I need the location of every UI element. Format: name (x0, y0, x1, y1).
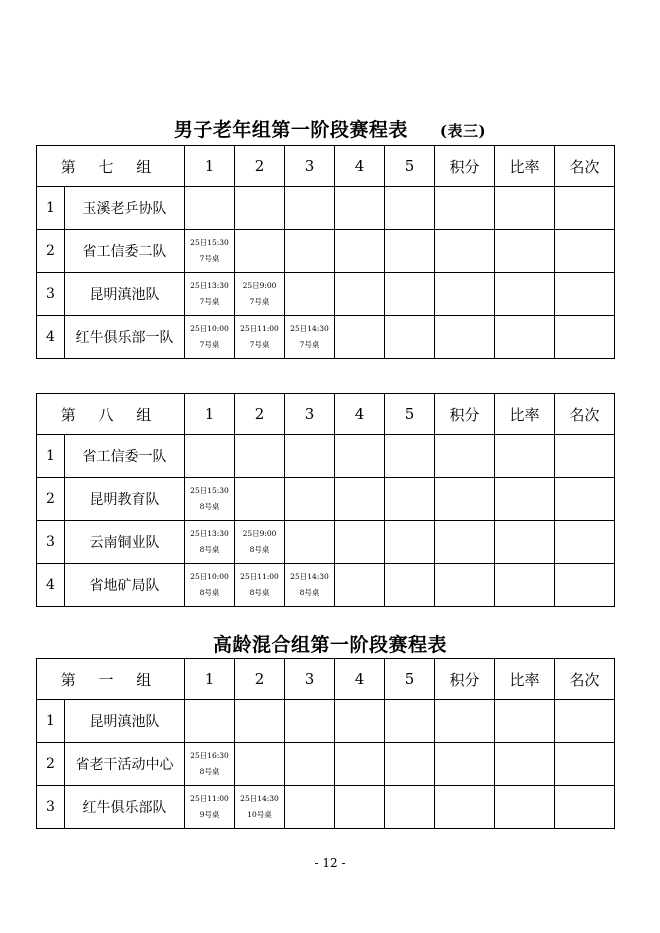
match-schedule-cell (185, 743, 235, 786)
match-time: 25日10:00 (190, 572, 229, 581)
empty-cell (495, 187, 555, 230)
empty-cell (185, 700, 235, 743)
match-schedule-cell (185, 478, 235, 521)
column-header: 1 (185, 394, 235, 435)
empty-cell (435, 230, 495, 273)
empty-cell (385, 187, 435, 230)
match-time: 25日11:00 (190, 794, 229, 803)
team-name: 红牛俱乐部一队 (65, 316, 185, 359)
empty-cell (335, 316, 385, 359)
schedule-table-group-1 (36, 658, 615, 829)
table-row (37, 187, 615, 230)
empty-cell (385, 700, 435, 743)
empty-cell (385, 521, 435, 564)
empty-cell (385, 743, 435, 786)
match-table: 8号桌 (249, 588, 270, 597)
empty-cell (435, 435, 495, 478)
match-table: 7号桌 (249, 340, 270, 349)
match-time: 25日10:00 (190, 324, 229, 333)
table-row (37, 316, 615, 359)
empty-cell (435, 521, 495, 564)
match-schedule-cell (235, 564, 285, 607)
team-name: 云南铜业队 (65, 521, 185, 564)
empty-cell (495, 743, 555, 786)
match-table: 7号桌 (199, 254, 220, 263)
column-header: 5 (385, 394, 435, 435)
match-table: 7号桌 (299, 340, 320, 349)
page-title-men-senior (0, 115, 660, 142)
column-header: 2 (235, 146, 285, 187)
empty-cell (555, 786, 615, 829)
empty-cell (555, 743, 615, 786)
match-schedule-cell (235, 316, 285, 359)
empty-cell (335, 786, 385, 829)
table-row (37, 521, 615, 564)
column-header: 积分 (435, 146, 495, 187)
empty-cell (335, 521, 385, 564)
title-suffix: (表三) (439, 122, 487, 140)
empty-cell (335, 187, 385, 230)
match-schedule-cell (185, 521, 235, 564)
page-title-mixed-elder (0, 630, 660, 657)
empty-cell (555, 187, 615, 230)
table-row (37, 435, 615, 478)
column-header: 4 (335, 394, 385, 435)
empty-cell (335, 230, 385, 273)
row-number: 3 (37, 521, 65, 564)
empty-cell (235, 743, 285, 786)
empty-cell (385, 786, 435, 829)
header-row (37, 146, 615, 187)
team-name: 昆明教育队 (65, 478, 185, 521)
empty-cell (495, 700, 555, 743)
empty-cell (555, 435, 615, 478)
empty-cell (235, 230, 285, 273)
empty-cell (285, 187, 335, 230)
empty-cell (555, 564, 615, 607)
group-label: 第 八 组 (37, 394, 185, 435)
empty-cell (555, 273, 615, 316)
match-schedule-cell (185, 230, 235, 273)
match-time: 25日13:30 (190, 529, 229, 538)
empty-cell (435, 743, 495, 786)
empty-cell (285, 521, 335, 564)
column-header: 1 (185, 659, 235, 700)
match-table: 7号桌 (249, 297, 270, 306)
empty-cell (185, 187, 235, 230)
group-label: 第 一 组 (37, 659, 185, 700)
empty-cell (495, 786, 555, 829)
team-name: 省老干活动中心 (65, 743, 185, 786)
column-header: 积分 (435, 394, 495, 435)
column-header: 3 (285, 394, 335, 435)
empty-cell (335, 435, 385, 478)
column-header: 3 (285, 659, 335, 700)
match-table: 7号桌 (199, 297, 220, 306)
table-row (37, 564, 615, 607)
empty-cell (285, 743, 335, 786)
empty-cell (385, 273, 435, 316)
row-number: 4 (37, 564, 65, 607)
row-number: 1 (37, 435, 65, 478)
empty-cell (235, 700, 285, 743)
empty-cell (335, 743, 385, 786)
empty-cell (495, 316, 555, 359)
empty-cell (335, 478, 385, 521)
empty-cell (495, 564, 555, 607)
empty-cell (495, 521, 555, 564)
column-header: 5 (385, 146, 435, 187)
column-header: 2 (235, 394, 285, 435)
column-header: 比率 (495, 394, 555, 435)
table-row (37, 786, 615, 829)
empty-cell (335, 273, 385, 316)
column-header: 名次 (555, 394, 615, 435)
table-row (37, 230, 615, 273)
table-row (37, 478, 615, 521)
empty-cell (385, 478, 435, 521)
empty-cell (285, 273, 335, 316)
empty-cell (495, 273, 555, 316)
row-number: 2 (37, 478, 65, 521)
empty-cell (555, 521, 615, 564)
match-time: 25日11:00 (240, 572, 279, 581)
match-schedule-cell (285, 564, 335, 607)
empty-cell (495, 478, 555, 521)
column-header: 4 (335, 146, 385, 187)
empty-cell (435, 564, 495, 607)
row-number: 1 (37, 187, 65, 230)
empty-cell (285, 230, 335, 273)
column-header: 3 (285, 146, 335, 187)
match-time: 25日13:30 (190, 281, 229, 290)
match-table: 8号桌 (299, 588, 320, 597)
column-header: 4 (335, 659, 385, 700)
empty-cell (285, 786, 335, 829)
match-time: 25日15:30 (190, 486, 229, 495)
table-row (37, 743, 615, 786)
table-row (37, 700, 615, 743)
team-name: 省工信委二队 (65, 230, 185, 273)
row-number: 3 (37, 786, 65, 829)
match-schedule-cell (185, 316, 235, 359)
row-number: 2 (37, 743, 65, 786)
match-table: 10号桌 (247, 810, 272, 819)
empty-cell (435, 700, 495, 743)
row-number: 1 (37, 700, 65, 743)
team-name: 省地矿局队 (65, 564, 185, 607)
empty-cell (555, 478, 615, 521)
match-time: 25日9:00 (242, 281, 277, 290)
row-number: 4 (37, 316, 65, 359)
empty-cell (335, 564, 385, 607)
column-header: 比率 (495, 146, 555, 187)
empty-cell (495, 230, 555, 273)
match-schedule-cell (235, 521, 285, 564)
title-text: 男子老年组第一阶段赛程表 (173, 119, 408, 141)
empty-cell (235, 435, 285, 478)
match-table: 8号桌 (199, 588, 220, 597)
empty-cell (335, 700, 385, 743)
column-header: 2 (235, 659, 285, 700)
empty-cell (385, 316, 435, 359)
team-name: 昆明滇池队 (65, 700, 185, 743)
match-time: 25日14:30 (290, 572, 329, 581)
empty-cell (435, 316, 495, 359)
match-schedule-cell (185, 273, 235, 316)
table-row (37, 273, 615, 316)
header-row (37, 394, 615, 435)
empty-cell (495, 435, 555, 478)
column-header: 名次 (555, 146, 615, 187)
column-header: 1 (185, 146, 235, 187)
empty-cell (385, 564, 435, 607)
match-time: 25日11:00 (240, 324, 279, 333)
match-table: 7号桌 (199, 340, 220, 349)
column-header: 5 (385, 659, 435, 700)
empty-cell (285, 700, 335, 743)
schedule-table-group-8 (36, 393, 615, 607)
match-table: 8号桌 (249, 545, 270, 554)
page-number: - 12 - (314, 856, 346, 870)
column-header: 积分 (435, 659, 495, 700)
match-table: 9号桌 (199, 810, 220, 819)
empty-cell (435, 478, 495, 521)
match-schedule-cell (185, 786, 235, 829)
match-time: 25日15:30 (190, 238, 229, 247)
empty-cell (235, 478, 285, 521)
match-schedule-cell (235, 786, 285, 829)
match-schedule-cell (235, 273, 285, 316)
title-text: 高龄混合组第一阶段赛程表 (212, 634, 447, 656)
empty-cell (235, 187, 285, 230)
team-name: 省工信委一队 (65, 435, 185, 478)
empty-cell (555, 230, 615, 273)
match-schedule-cell (185, 564, 235, 607)
team-name: 红牛俱乐部队 (65, 786, 185, 829)
empty-cell (435, 273, 495, 316)
match-table: 8号桌 (199, 502, 220, 511)
column-header: 比率 (495, 659, 555, 700)
empty-cell (385, 230, 435, 273)
empty-cell (435, 786, 495, 829)
match-table: 8号桌 (199, 545, 220, 554)
match-time: 25日9:00 (242, 529, 277, 538)
team-name: 玉溪老乒协队 (65, 187, 185, 230)
header-row (37, 659, 615, 700)
group-label: 第 七 组 (37, 146, 185, 187)
row-number: 2 (37, 230, 65, 273)
match-time: 25日16:30 (190, 751, 229, 760)
match-time: 25日14:30 (290, 324, 329, 333)
schedule-table-group-7 (36, 145, 615, 359)
match-schedule-cell (285, 316, 335, 359)
empty-cell (555, 700, 615, 743)
empty-cell (385, 435, 435, 478)
team-name: 昆明滇池队 (65, 273, 185, 316)
empty-cell (285, 435, 335, 478)
empty-cell (285, 478, 335, 521)
row-number: 3 (37, 273, 65, 316)
match-table: 8号桌 (199, 767, 220, 776)
column-header: 名次 (555, 659, 615, 700)
match-time: 25日14:30 (240, 794, 279, 803)
empty-cell (555, 316, 615, 359)
empty-cell (185, 435, 235, 478)
empty-cell (435, 187, 495, 230)
